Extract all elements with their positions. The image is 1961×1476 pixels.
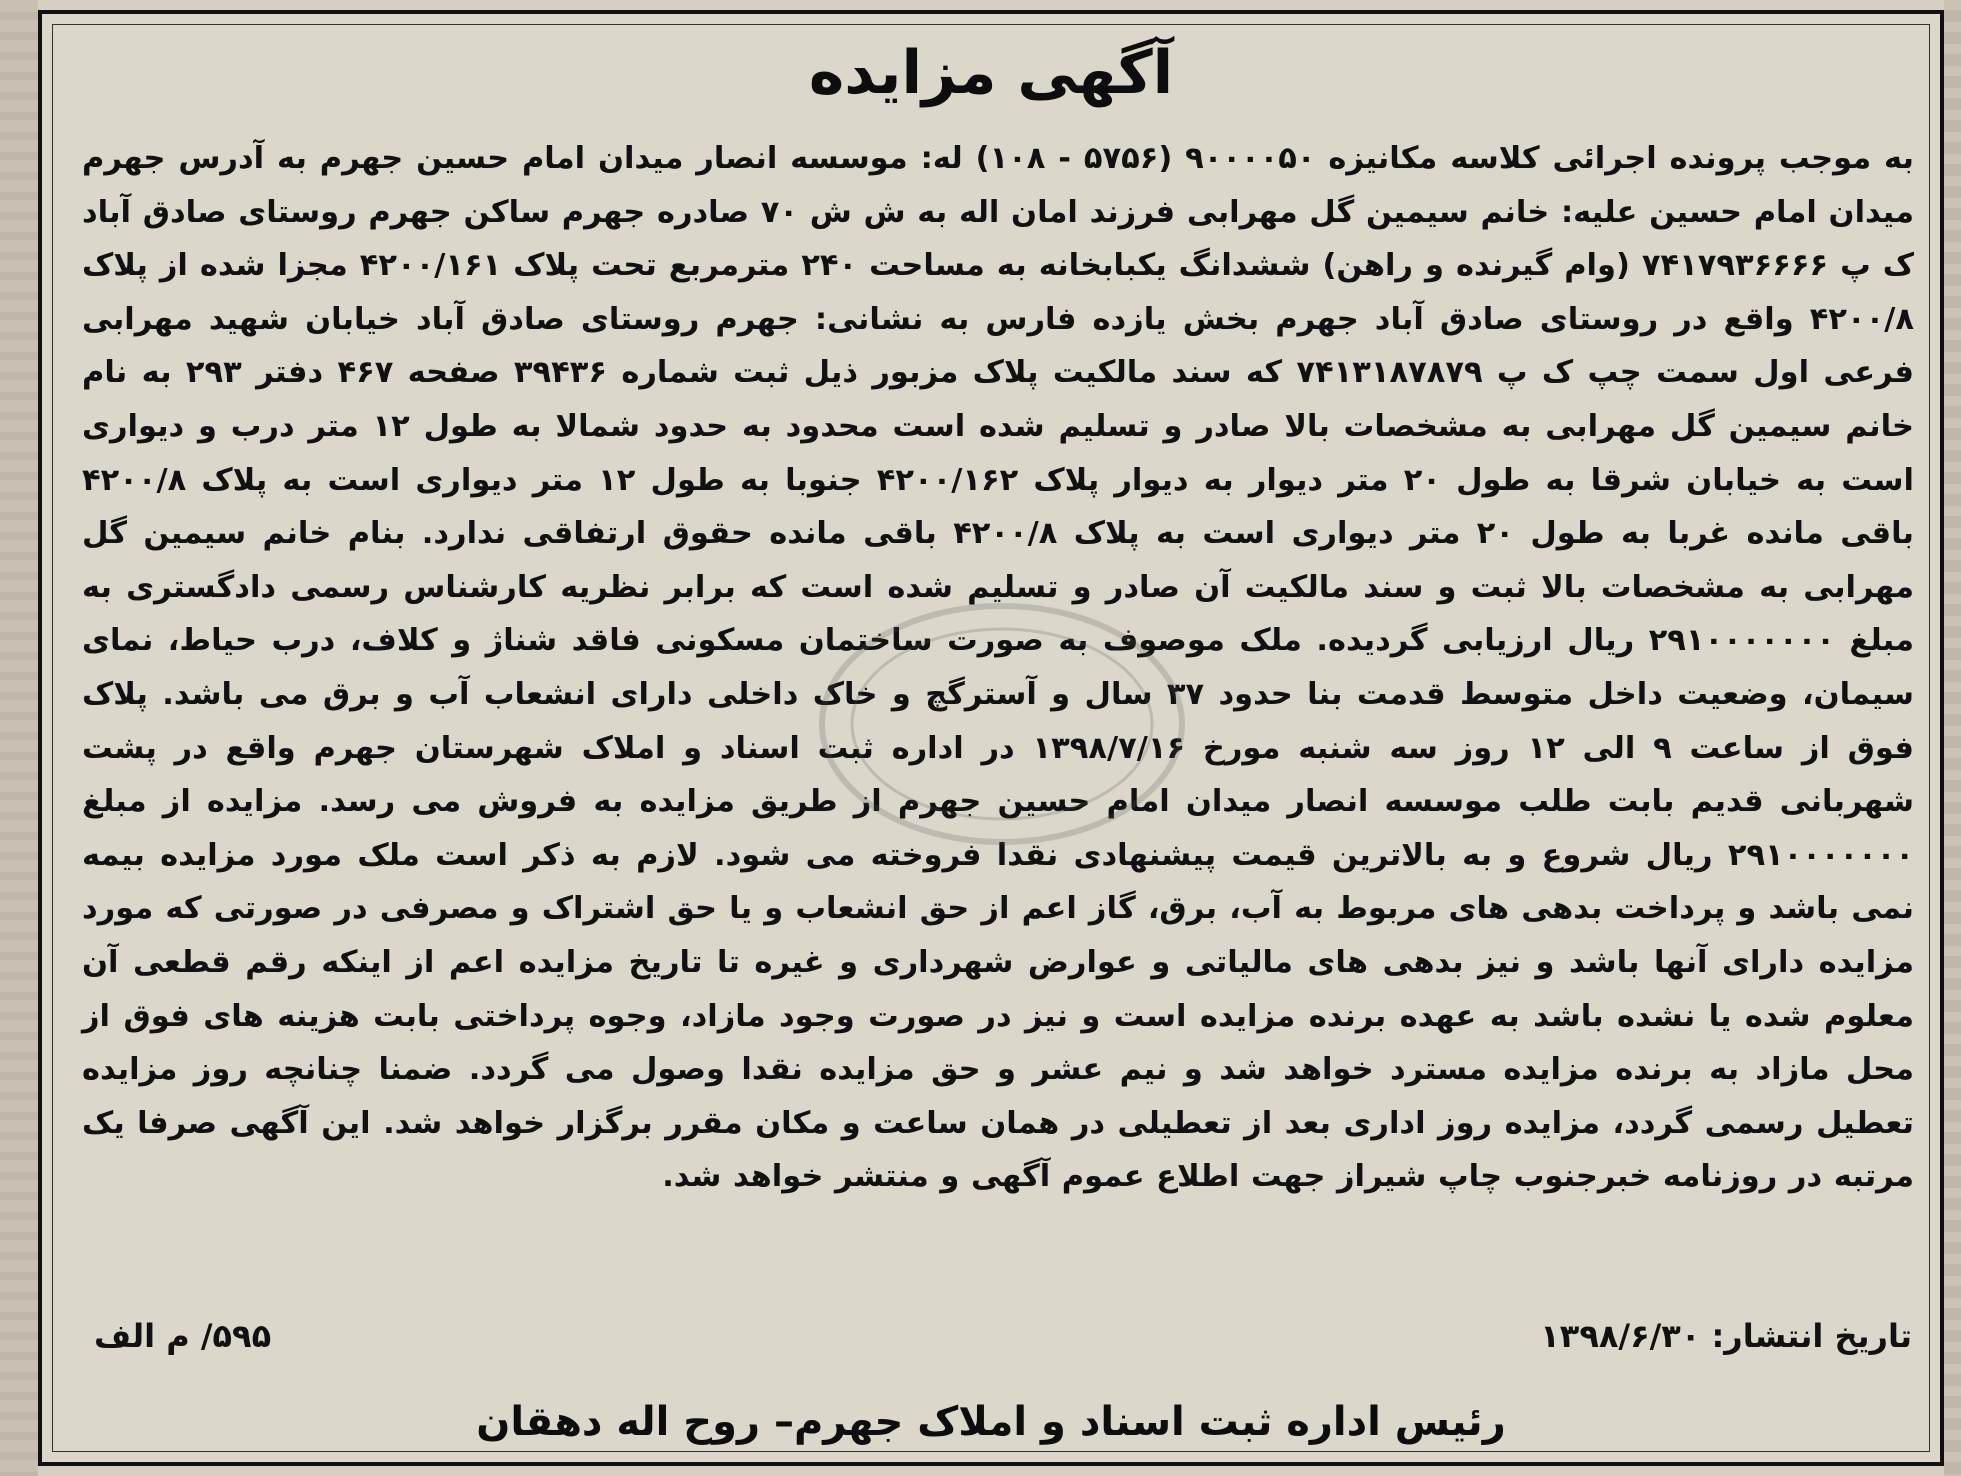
signatory: رئیس اداره ثبت اسناد و املاک جهرم– روح اله دهقان xyxy=(476,1399,1506,1445)
publication-date: تاریخ انتشار: ۱۳۹۸/۶/۳۰ xyxy=(1540,1317,1912,1355)
notice-footer xyxy=(94,1317,1912,1377)
notice-body xyxy=(82,132,1914,1204)
notice-frame xyxy=(38,10,1944,1466)
notice-paragraph: به موجب پرونده اجرائی کلاسه مکانیزه ۹۰۰۰۰۵۰ (۵۷۵۶ - ۱۰۸) له: موسسه انصار میدان امام حسین جهرم به آدرس جهرم میدان امام حسین علیه: خانم سیمین گل مهرابی فرزند امان اله به ش ش ۷۰ صادره جهرم ساکن جهرم روستای صادق آباد ک پ ۷۴۱۷۹۳۶۶۶۶ (وام گیرنده و راهن) ششدانگ یکبابخانه به مساحت ۲۴۰ مترمربع تحت پلاک ۴۲۰۰/۱۶۱ مجزا شده از پلاک ۴۲۰۰/۸ واقع در روستای صادق آباد جهرم بخش یازده فارس به نشانی: جهرم روستای صادق آباد خیابان شهید مهرابی فرعی اول سمت چپ ک پ ۷۴۱۳۱۸۷۸۷۹ که سند مالکیت پلاک مزبور ذیل ثبت شماره ۳۹۴۳۶ صفحه ۴۶۷ دفتر ۲۹۳ به نام خانم سیمین گل مهرابی به مشخصات بالا صادر و تسلیم شده است محدود به حدود شمالا به طول ۱۲ متر درب و دیواری است به خیابان شرقا به طول ۲۰ متر دیوار به دیوار پلاک ۴۲۰۰/۱۶۲ جنوبا به طول ۱۲ متر دیواری است به پلاک ۴۲۰۰/۸ باقی مانده غربا به طول ۲۰ متر دیواری است به پلاک ۴۲۰۰/۸ باقی مانده حقوق ارتفاقی ندارد. بنام خانم سیمین گل مهرابی به مشخصات بالا ثبت و سند مالکیت آن صادر و تسلیم شده است که برابر نظریه کارشناس رسمی دادگستری به مبلغ ۲۹۱۰۰۰۰۰۰۰ ریال ارزیابی گردیده. ملک موصوف به صورت ساختمان مسکونی فاقد شناژ و کلاف، درب حیاط، نمای سیمان، وضعیت داخل متوسط قدمت بنا حدود ۳۷ سال و آسترگچ و خاک داخلی دارای انشعاب آب و برق می باشد. پلاک فوق از ساعت ۹ الی ۱۲ روز سه شنبه مورخ ۱۳۹۸/۷/۱۶ در اداره ثبت اسناد و املاک شهرستان جهرم واقع در پشت شهربانی قدیم بابت طلب موسسه انصار میدان امام حسین جهرم از طریق مزایده به فروش می رسد. مزایده از مبلغ ۲۹۱۰۰۰۰۰۰۰ ریال شروع و به بالاترین قیمت پیشنهادی نقدا فروخته می شود. لازم به ذکر است ملک مورد مزایده بیمه نمی باشد و پرداخت بدهی های مربوط به آب، برق، گاز اعم از حق انشعاب و یا حق اشتراک و مصرفی در صورتی که مورد مزایده دارای آنها باشد و نیز بدهی های مالیاتی و عوارض شهرداری و غیره تا تاریخ مزایده اعم از اینکه رقم قطعی آن معلوم شده یا نشده باشد به عهده برنده مزایده است و نیز در صورت وجود مازاد، وجوه پرداختی بابت هزینه های فوق از محل مازاد به برنده مزایده مسترد خواهد شد و نیم عشر و حق مزایده نقدا وصول می گردد. ضمنا چنانچه روز مزایده تعطیل رسمی گردد، مزایده روز اداری بعد از تعطیلی در همان ساعت و مکان مقرر برگزار خواهد شد. این آگهی صرفا یک مرتبه در روزنامه خبرجنوب چاپ شیراز جهت اطلاع عموم آگهی و منتشر خواهد شد. xyxy=(82,141,1915,1195)
reference-code: ۵۹۵/ م الف xyxy=(94,1317,272,1355)
adjacent-page-edge-right xyxy=(1944,0,1961,1476)
notice-title: آگهی مزایده xyxy=(808,38,1174,108)
adjacent-page-edge-left xyxy=(0,0,38,1476)
